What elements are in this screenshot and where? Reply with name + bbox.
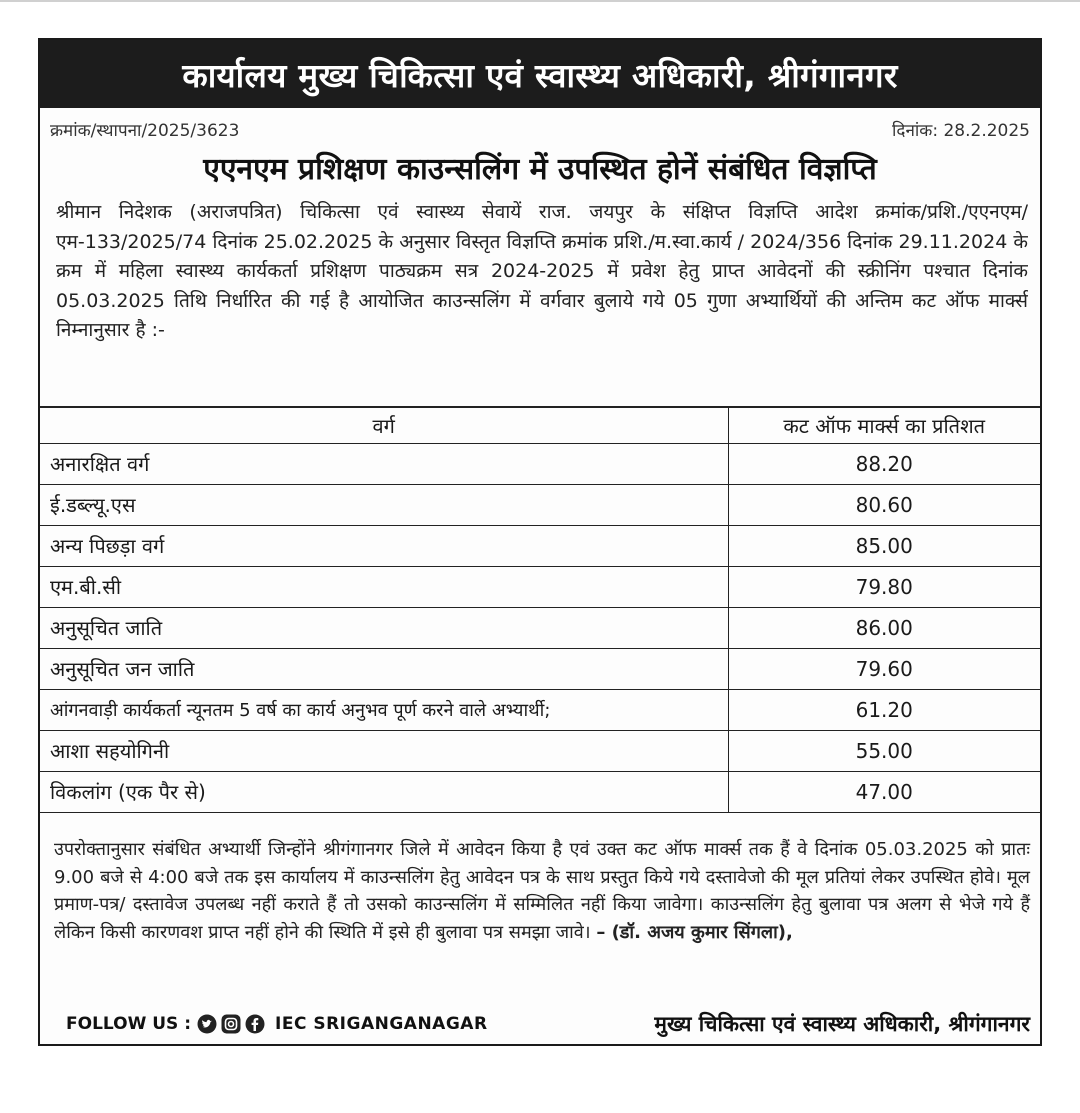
category-cell <box>40 443 728 484</box>
follow-us <box>66 1014 488 1034</box>
top-divider <box>0 0 1080 2</box>
table-row <box>40 730 1040 771</box>
table-row <box>40 689 1040 730</box>
notice-subject: एएनएम प्रशिक्षण काउन्सलिंग में उपस्थित होनें संबंधित विज्ञप्ति <box>203 152 877 187</box>
cutoff-table <box>40 406 1040 813</box>
table-row <box>40 607 1040 648</box>
category-cell <box>40 484 728 525</box>
table-row <box>40 443 1040 484</box>
category-text: अनारक्षित वर्ग <box>50 452 150 476</box>
cutoff-cell: 79.80 <box>728 566 1040 607</box>
category-text: अन्य पिछड़ा वर्ग <box>50 534 165 558</box>
category-text: आशा सहयोगिनी <box>50 739 170 763</box>
table-row <box>40 566 1040 607</box>
cutoff-cell: 86.00 <box>728 607 1040 648</box>
category-column-header: वर्ग <box>40 407 728 443</box>
category-cell <box>40 648 728 689</box>
reference-number: क्रमांक/स्थापना/2025/3623 <box>50 121 240 141</box>
instagram-icon[interactable] <box>221 1014 241 1034</box>
cutoff-cell: 55.00 <box>728 730 1040 771</box>
office-header <box>40 40 1040 108</box>
category-cell <box>40 607 728 648</box>
category-cell <box>40 525 728 566</box>
officer-designation: मुख्य चिकित्सा एवं स्वास्थ्य अधिकारी, श्रीगंगानगर <box>654 1012 1030 1036</box>
footer-paragraph <box>54 836 1030 946</box>
social-handle[interactable]: IEC SRIGANGANAGAR <box>275 1014 488 1034</box>
table-row <box>40 525 1040 566</box>
cutoff-cell: 47.00 <box>728 771 1040 812</box>
reference-row <box>40 118 1040 141</box>
cutoff-column-header: कट ऑफ मार्क्स का प्रतिशत <box>728 407 1040 443</box>
table-header-row <box>40 407 1040 443</box>
twitter-icon[interactable] <box>197 1014 217 1034</box>
category-text: एम.बी.सी <box>50 575 122 599</box>
cutoff-cell: 61.20 <box>728 689 1040 730</box>
cutoff-cell: 79.60 <box>728 648 1040 689</box>
table-row <box>40 771 1040 812</box>
reference-date: दिनांक: 28.2.2025 <box>892 121 1030 141</box>
follow-us-label: FOLLOW US : <box>66 1014 192 1034</box>
signatory-name: – (डॉ. अजय कुमार सिंगला), <box>596 921 793 943</box>
cutoff-cell: 88.20 <box>728 443 1040 484</box>
category-cell <box>40 566 728 607</box>
category-text: आंगनवाड़ी कार्यकर्ता न्यूनतम 5 वर्ष का कार्य अनुभव पूर्ण करने वाले अभ्यार्थी; <box>50 699 551 721</box>
cutoff-cell: 85.00 <box>728 525 1040 566</box>
category-cell <box>40 771 728 812</box>
category-cell <box>40 689 728 730</box>
bottom-bar <box>40 1002 1040 1046</box>
footer-text: उपरोक्तानुसार संबंधित अभ्यार्थी जिन्होंने श्रीगंगानगर जिले में आवेदन किया है एवं उक्त कट ऑफ मार्क्स तक हैं वे दिनांक 05.03.2025 को प्रातः 9.00 बजे से 4:00 बजे तक इस कार्यालय में काउन्सलिंग हेतु आवेदन पत्र के साथ प्रस्तुत किये गये दस्तावेजो की मूल प्रतियां लेकर उपस्थित होवे। मूल प्रमाण-पत्र/ दस्तावेज उपलब्ध नहीं कराते हैं तो उसको काउन्सलिंग में सम्मिलित नहीं किया जावेगा। काउन्सलिंग हेतु बुलावा पत्र अलग से भेजे गये हैं लेकिन किसी कारणवश प्राप्त नहीं होने की स्थिति में इसे ही बुलावा पत्र समझा जावे। <box>54 839 1030 943</box>
category-text: विकलांग (एक पैर से) <box>50 780 206 804</box>
facebook-icon[interactable] <box>245 1014 265 1034</box>
cutoff-cell: 80.60 <box>728 484 1040 525</box>
table-row <box>40 484 1040 525</box>
category-text: ई.डब्ल्यू.एस <box>50 493 136 517</box>
office-title: कार्यालय मुख्य चिकित्सा एवं स्वास्थ्य अधिकारी, श्रीगंगानगर <box>182 55 898 95</box>
category-text: अनुसूचित जन जाति <box>50 657 195 681</box>
press-notice <box>38 38 1042 1046</box>
category-cell <box>40 730 728 771</box>
category-text: अनुसूचित जाति <box>50 616 163 640</box>
table-row <box>40 648 1040 689</box>
intro-paragraph: श्रीमान निदेशक (अराजपत्रित) चिकित्सा एवं स्वास्थ्य सेवायें राज. जयपुर के संक्षिप्त विज्ञप्ति आदेश क्रमांक/प्रशि./एएनएम/एम-133/2025/74 दिनांक 25.02.2025 के अनुसार विस्तृत विज्ञप्ति क्रमांक प्रशि./म.स्वा.कार्य / 2024/356 दिनांक 29.11.2024 के क्रम में महिला स्वास्थ्य कार्यकर्ता प्रशिक्षण पाठ्यक्रम सत्र 2024-2025 में प्रवेश हेतु प्राप्त आवेदनों की स्क्रीनिंग पश्चात दिनांक 05.03.2025 तिथि निर्धारित की गई है आयोजित काउन्सलिंग में वर्गवार बुलाये गये 05 गुणा अभ्यार्थियों की अन्तिम कट ऑफ मार्क्स निम्नानुसार है :- <box>56 201 1028 342</box>
